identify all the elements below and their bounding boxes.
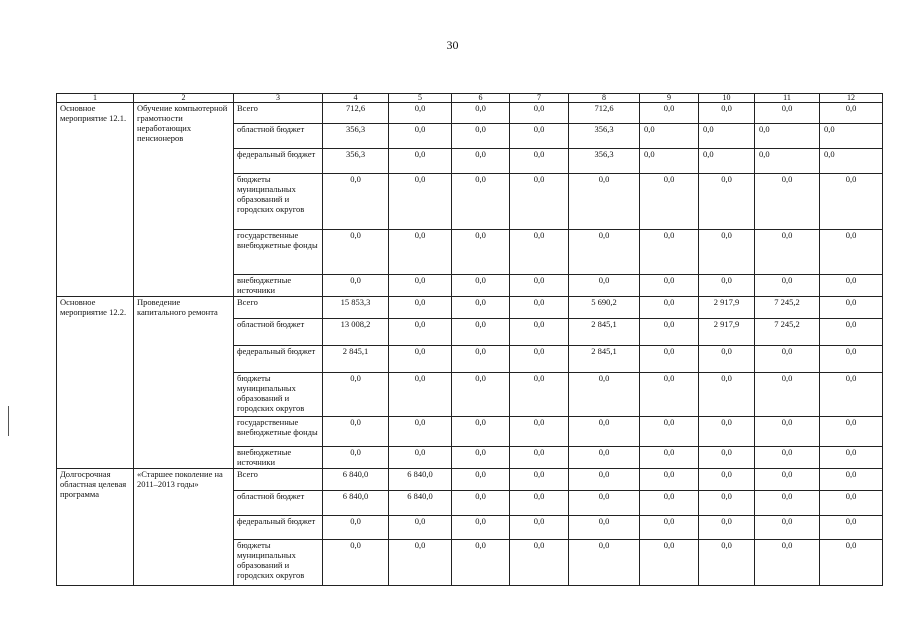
value-cell: 0,0 (569, 275, 640, 297)
value-cell: 0,0 (640, 174, 699, 230)
table-row (57, 103, 883, 124)
value-cell: 0,0 (699, 103, 755, 124)
value-cell: 0,0 (755, 149, 820, 174)
value-cell: 0,0 (452, 149, 510, 174)
value-cell: 0,0 (510, 319, 569, 346)
event-cell: Основное мероприятие 12.2. (57, 297, 134, 469)
funding-source-cell: внебюджетные источники (234, 275, 323, 297)
value-cell: 0,0 (640, 103, 699, 124)
value-cell: 0,0 (569, 516, 640, 540)
value-cell: 0,0 (389, 230, 452, 275)
column-header: 9 (640, 94, 699, 103)
value-cell: 0,0 (510, 297, 569, 319)
value-cell: 0,0 (389, 373, 452, 417)
event-name-cell: «Старшее поколение на 2011–2013 годы» (134, 469, 234, 586)
funding-source-cell: бюджеты муниципальных образований и городских округов (234, 540, 323, 586)
column-header: 3 (234, 94, 323, 103)
value-cell: 0,0 (820, 103, 883, 124)
value-cell: 0,0 (820, 373, 883, 417)
value-cell: 0,0 (640, 230, 699, 275)
column-header: 12 (820, 94, 883, 103)
value-cell: 0,0 (699, 516, 755, 540)
funding-source-cell: областной бюджет (234, 124, 323, 149)
value-cell: 0,0 (755, 346, 820, 373)
value-cell: 0,0 (640, 417, 699, 447)
value-cell: 0,0 (640, 469, 699, 491)
value-cell: 0,0 (640, 516, 699, 540)
value-cell: 0,0 (452, 346, 510, 373)
value-cell: 0,0 (510, 516, 569, 540)
funding-source-cell: федеральный бюджет (234, 516, 323, 540)
value-cell: 0,0 (699, 373, 755, 417)
value-cell: 0,0 (452, 417, 510, 447)
value-cell: 0,0 (510, 275, 569, 297)
value-cell: 0,0 (510, 417, 569, 447)
value-cell: 0,0 (820, 417, 883, 447)
value-cell: 0,0 (755, 103, 820, 124)
value-cell: 0,0 (452, 174, 510, 230)
event-cell: Основное мероприятие 12.1. (57, 103, 134, 297)
value-cell: 0,0 (755, 417, 820, 447)
value-cell: 0,0 (323, 516, 389, 540)
funding-source-cell: Всего (234, 103, 323, 124)
value-cell: 0,0 (699, 275, 755, 297)
value-cell: 0,0 (820, 230, 883, 275)
funding-source-cell: федеральный бюджет (234, 346, 323, 373)
funding-source-cell: бюджеты муниципальных образований и городских округов (234, 174, 323, 230)
value-cell: 0,0 (640, 373, 699, 417)
value-cell: 6 840,0 (389, 491, 452, 516)
value-cell: 0,0 (323, 275, 389, 297)
value-cell: 0,0 (755, 491, 820, 516)
value-cell: 7 245,2 (755, 297, 820, 319)
value-cell: 0,0 (699, 447, 755, 469)
value-cell: 0,0 (510, 124, 569, 149)
value-cell: 0,0 (755, 275, 820, 297)
value-cell: 0,0 (820, 540, 883, 586)
value-cell: 0,0 (820, 297, 883, 319)
value-cell: 356,3 (569, 124, 640, 149)
value-cell: 0,0 (452, 447, 510, 469)
value-cell: 0,0 (389, 103, 452, 124)
value-cell: 0,0 (699, 469, 755, 491)
margin-mark (8, 406, 9, 436)
event-name-cell: Проведение капитального ремонта (134, 297, 234, 469)
value-cell: 0,0 (820, 447, 883, 469)
value-cell: 0,0 (323, 447, 389, 469)
value-cell: 0,0 (820, 275, 883, 297)
value-cell: 0,0 (820, 491, 883, 516)
value-cell: 0,0 (389, 297, 452, 319)
value-cell: 0,0 (510, 149, 569, 174)
value-cell: 0,0 (820, 319, 883, 346)
value-cell: 0,0 (569, 230, 640, 275)
value-cell: 0,0 (389, 540, 452, 586)
value-cell: 0,0 (452, 124, 510, 149)
funding-source-cell: государственные внебюджетные фонды (234, 417, 323, 447)
value-cell: 0,0 (510, 447, 569, 469)
value-cell: 0,0 (389, 149, 452, 174)
value-cell: 0,0 (452, 297, 510, 319)
value-cell: 0,0 (569, 373, 640, 417)
value-cell: 0,0 (389, 124, 452, 149)
value-cell: 6 840,0 (323, 469, 389, 491)
value-cell: 0,0 (820, 124, 883, 149)
funding-source-cell: бюджеты муниципальных образований и городских округов (234, 373, 323, 417)
value-cell: 0,0 (755, 540, 820, 586)
value-cell: 0,0 (755, 447, 820, 469)
value-cell: 7 245,2 (755, 319, 820, 346)
column-header: 2 (134, 94, 234, 103)
value-cell: 0,0 (820, 149, 883, 174)
value-cell: 0,0 (323, 230, 389, 275)
value-cell: 15 853,3 (323, 297, 389, 319)
value-cell: 0,0 (569, 491, 640, 516)
value-cell: 0,0 (452, 319, 510, 346)
value-cell: 0,0 (452, 469, 510, 491)
value-cell: 0,0 (640, 540, 699, 586)
funding-source-cell: Всего (234, 297, 323, 319)
value-cell: 0,0 (452, 103, 510, 124)
value-cell: 0,0 (640, 275, 699, 297)
value-cell: 0,0 (699, 230, 755, 275)
value-cell: 0,0 (323, 540, 389, 586)
value-cell: 0,0 (640, 149, 699, 174)
column-header: 11 (755, 94, 820, 103)
value-cell: 2 845,1 (569, 346, 640, 373)
value-cell: 0,0 (820, 346, 883, 373)
column-header: 6 (452, 94, 510, 103)
table-row (57, 469, 883, 491)
column-header: 1 (57, 94, 134, 103)
value-cell: 0,0 (569, 174, 640, 230)
column-header: 4 (323, 94, 389, 103)
budget-table (56, 93, 883, 586)
value-cell: 712,6 (569, 103, 640, 124)
column-header: 10 (699, 94, 755, 103)
value-cell: 0,0 (510, 373, 569, 417)
funding-source-cell: областной бюджет (234, 319, 323, 346)
value-cell: 0,0 (452, 230, 510, 275)
funding-source-cell: внебюджетные источники (234, 447, 323, 469)
value-cell: 0,0 (323, 174, 389, 230)
value-cell: 0,0 (755, 516, 820, 540)
value-cell: 0,0 (452, 275, 510, 297)
value-cell: 356,3 (569, 149, 640, 174)
event-cell: Долгосрочная областная целевая программа (57, 469, 134, 586)
value-cell: 6 840,0 (389, 469, 452, 491)
column-header: 8 (569, 94, 640, 103)
value-cell: 0,0 (389, 319, 452, 346)
page-number: 30 (446, 38, 459, 52)
value-cell: 0,0 (820, 469, 883, 491)
value-cell: 0,0 (510, 230, 569, 275)
value-cell: 0,0 (569, 469, 640, 491)
value-cell: 0,0 (323, 373, 389, 417)
value-cell: 0,0 (699, 540, 755, 586)
value-cell: 13 008,2 (323, 319, 389, 346)
value-cell: 0,0 (323, 417, 389, 447)
table-body (57, 103, 883, 586)
value-cell: 0,0 (755, 174, 820, 230)
event-name-cell: Обучение компьютерной грамотности неработающих пенсионеров (134, 103, 234, 297)
value-cell: 0,0 (755, 124, 820, 149)
value-cell: 2 917,9 (699, 319, 755, 346)
value-cell: 0,0 (755, 469, 820, 491)
value-cell: 0,0 (389, 346, 452, 373)
value-cell: 0,0 (452, 491, 510, 516)
value-cell: 0,0 (389, 447, 452, 469)
funding-source-cell: Всего (234, 469, 323, 491)
value-cell: 0,0 (640, 297, 699, 319)
value-cell: 2 845,1 (323, 346, 389, 373)
column-header: 7 (510, 94, 569, 103)
value-cell: 0,0 (569, 447, 640, 469)
value-cell: 6 840,0 (323, 491, 389, 516)
value-cell: 0,0 (569, 540, 640, 586)
value-cell: 2 845,1 (569, 319, 640, 346)
value-cell: 0,0 (389, 275, 452, 297)
value-cell: 0,0 (389, 174, 452, 230)
value-cell: 0,0 (699, 417, 755, 447)
value-cell: 0,0 (699, 149, 755, 174)
value-cell: 0,0 (640, 346, 699, 373)
value-cell: 0,0 (755, 373, 820, 417)
value-cell: 0,0 (452, 516, 510, 540)
value-cell: 0,0 (699, 124, 755, 149)
value-cell: 0,0 (510, 346, 569, 373)
value-cell: 0,0 (452, 540, 510, 586)
value-cell: 0,0 (640, 124, 699, 149)
value-cell: 0,0 (389, 417, 452, 447)
value-cell: 0,0 (510, 491, 569, 516)
value-cell: 5 690,2 (569, 297, 640, 319)
column-header: 5 (389, 94, 452, 103)
value-cell: 0,0 (640, 447, 699, 469)
value-cell: 0,0 (510, 540, 569, 586)
value-cell: 0,0 (452, 373, 510, 417)
table-row (57, 297, 883, 319)
value-cell: 0,0 (640, 491, 699, 516)
value-cell: 0,0 (699, 174, 755, 230)
value-cell: 0,0 (820, 516, 883, 540)
value-cell: 712,6 (323, 103, 389, 124)
value-cell: 0,0 (640, 319, 699, 346)
value-cell: 0,0 (820, 174, 883, 230)
value-cell: 0,0 (510, 103, 569, 124)
funding-source-cell: федеральный бюджет (234, 149, 323, 174)
value-cell: 356,3 (323, 124, 389, 149)
value-cell: 0,0 (755, 230, 820, 275)
value-cell: 0,0 (510, 174, 569, 230)
value-cell: 356,3 (323, 149, 389, 174)
value-cell: 0,0 (569, 417, 640, 447)
value-cell: 0,0 (510, 469, 569, 491)
value-cell: 0,0 (699, 491, 755, 516)
funding-source-cell: областной бюджет (234, 491, 323, 516)
header-row (57, 94, 883, 103)
value-cell: 2 917,9 (699, 297, 755, 319)
value-cell: 0,0 (699, 346, 755, 373)
value-cell: 0,0 (389, 516, 452, 540)
funding-source-cell: государственные внебюджетные фонды (234, 230, 323, 275)
